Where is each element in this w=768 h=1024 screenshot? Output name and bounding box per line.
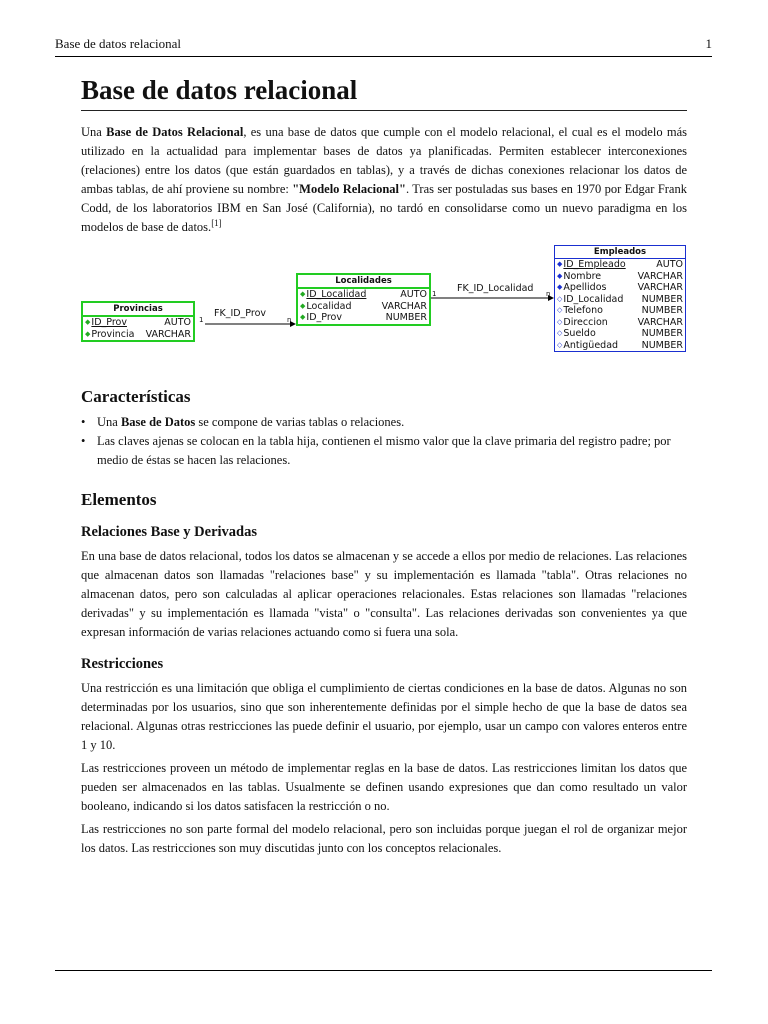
field-row: ◇ ID_Localidad NUMBER bbox=[557, 293, 683, 305]
field-row: ◆ Localidad VARCHAR bbox=[300, 300, 427, 312]
intro-paragraph bbox=[81, 123, 687, 237]
fk-localidad-card-from: 1 bbox=[432, 290, 437, 298]
field-row: ◆ Apellidos VARCHAR bbox=[557, 282, 683, 293]
field-row: ◆ ID_Prov NUMBER bbox=[300, 312, 427, 323]
table-localidades bbox=[296, 273, 431, 326]
reference-link[interactable]: [1] bbox=[211, 217, 222, 228]
field-row: ◆ ID_Localidad AUTO bbox=[300, 289, 427, 300]
field-icon: ◆ bbox=[557, 283, 563, 291]
field-row: ◆ ID_Prov AUTO bbox=[85, 317, 191, 328]
field-icon: ◇ bbox=[557, 329, 563, 337]
field-row: ◇ Telefono NUMBER bbox=[557, 305, 683, 316]
restricciones-paragraph-2: Las restricciones proveen un método de implementar reglas en la base de datos. Las restricciones limitan los datos que pueden ser almacenados en las tablas. Usualmente se definen usando expresiones que dan como resultado un valor booleano, indicando si los datos satisfacen la restricción o no. bbox=[81, 761, 687, 813]
intro-bold-term: Base de Datos Relacional bbox=[106, 125, 244, 139]
fk-prov-card-to: n bbox=[287, 316, 292, 324]
characteristics-list bbox=[81, 413, 687, 470]
running-title: Base de datos relacional bbox=[55, 36, 181, 51]
field-icon: ◇ bbox=[557, 306, 563, 314]
intro-bold-model: "Modelo Relacional" bbox=[292, 182, 406, 196]
field-icon: ◇ bbox=[557, 340, 563, 349]
intro-text-2: , es una base de datos que cumple con el modelo relacional, el cual es el modelo más utilizado en la actualidad para implementar bases de datos ya planificadas. Permiten establecer interconexiones (relaciones) entre los datos (que están guardados en tablas), y a través de dichas conexiones relacionar los datos de ambas tablas, de ahí proviene su nombre: bbox=[81, 125, 687, 196]
page-title: Base de datos relacional bbox=[81, 74, 687, 111]
relaciones-paragraph: En una base de datos relacional, todos los datos se almacenan y se accede a ellos por medio de relaciones. Las relaciones que almacenan datos son llamadas "relaciones base" y su implementación es llamada "tabla". Otras relaciones no almacenan datos, pero son calculadas al aplicar operaciones relacionales. Estas relaciones son llamadas "relaciones derivadas" y su implementación es llamada "vista" o "consulta". Las relaciones derivadas son convenientes ya que expresan información de varias relaciones actuando como si fuera una sola. bbox=[81, 549, 687, 639]
subsection-heading-relaciones: Relaciones Base y Derivadas bbox=[81, 524, 257, 540]
primary-key-icon: ◆ bbox=[300, 290, 306, 298]
foreign-key-icon: ◇ bbox=[557, 294, 563, 303]
list-item: • Las claves ajenas se colocan en la tabla hija, contienen el mismo valor que la clave primaria del registro padre; por medio de éstas se hacen las relaciones. bbox=[81, 434, 671, 467]
bullet: • bbox=[81, 415, 86, 429]
intro-text-3: . Tras ser postuladas sus bases en 1970 por Edgar Frank Codd, de los laboratorios IBM en San José (California), no tardó en consolidarse como un nuevo paradigma en los modelos de base de datos. bbox=[81, 182, 687, 234]
footer-rule bbox=[55, 970, 712, 971]
primary-key-icon: ◆ bbox=[85, 318, 91, 326]
subsection-heading-restricciones: Restricciones bbox=[81, 656, 164, 672]
field-row: ◆ ID_Empleado AUTO bbox=[557, 259, 683, 270]
field-row: ◆ Nombre VARCHAR bbox=[557, 270, 683, 282]
foreign-key-icon: ◆ bbox=[300, 313, 306, 321]
table-provincias bbox=[81, 301, 195, 342]
table-empleados bbox=[554, 245, 686, 352]
er-diagram bbox=[81, 245, 687, 365]
field-row: ◇ Antigüedad NUMBER bbox=[557, 339, 683, 351]
table-localidades-title: Localidades bbox=[298, 275, 429, 289]
page-number: 1 bbox=[705, 36, 712, 51]
section-heading-caracteristicas: Características bbox=[81, 387, 191, 406]
field-icon: ◆ bbox=[557, 271, 563, 280]
field-icon: ◇ bbox=[557, 317, 563, 326]
article-body bbox=[81, 74, 687, 858]
restricciones-paragraph-1: Una restricción es una limitación que obliga el cumplimiento de ciertas condiciones en la base de datos. Algunas no son determinadas por los usuarios, sino que son inherentemente definidas por el simple hecho de que la base de datos sea relacional. Algunas otras restricciones las puede definir el usuario, por ejemplo, usar un campo con valores enteros entre 1 y 10. bbox=[81, 681, 687, 752]
running-header bbox=[55, 36, 712, 52]
list-item: • Una Base de Datos se compone de varias tablas o relaciones. bbox=[81, 413, 687, 432]
field-row: ◆ Provincia VARCHAR bbox=[85, 328, 191, 340]
field-icon: ◆ bbox=[300, 301, 306, 310]
bullet: • bbox=[81, 434, 86, 448]
header-rule bbox=[55, 56, 712, 57]
fk-prov-label: FK_ID_Prov bbox=[214, 308, 267, 319]
section-heading-elementos: Elementos bbox=[81, 490, 157, 509]
table-provincias-title: Provincias bbox=[83, 303, 193, 317]
restricciones-paragraph-3: Las restricciones no son parte formal del modelo relacional, pero son incluidas porque juegan el rol de organizar mejor los datos. Las restricciones son muy discutidas junto con los conceptos relacionales. bbox=[81, 822, 687, 855]
primary-key-icon: ◆ bbox=[557, 260, 563, 268]
table-empleados-title: Empleados bbox=[555, 246, 685, 259]
field-row: ◇ Direccion VARCHAR bbox=[557, 316, 683, 328]
fk-localidad-label: FK_ID_Localidad bbox=[457, 283, 534, 294]
field-icon: ◆ bbox=[85, 329, 91, 338]
fk-localidad-card-to: n bbox=[546, 290, 551, 298]
field-row: ◇ Sueldo NUMBER bbox=[557, 328, 683, 339]
intro-text-1: Una bbox=[81, 125, 107, 139]
fk-prov-card-from: 1 bbox=[199, 316, 204, 324]
